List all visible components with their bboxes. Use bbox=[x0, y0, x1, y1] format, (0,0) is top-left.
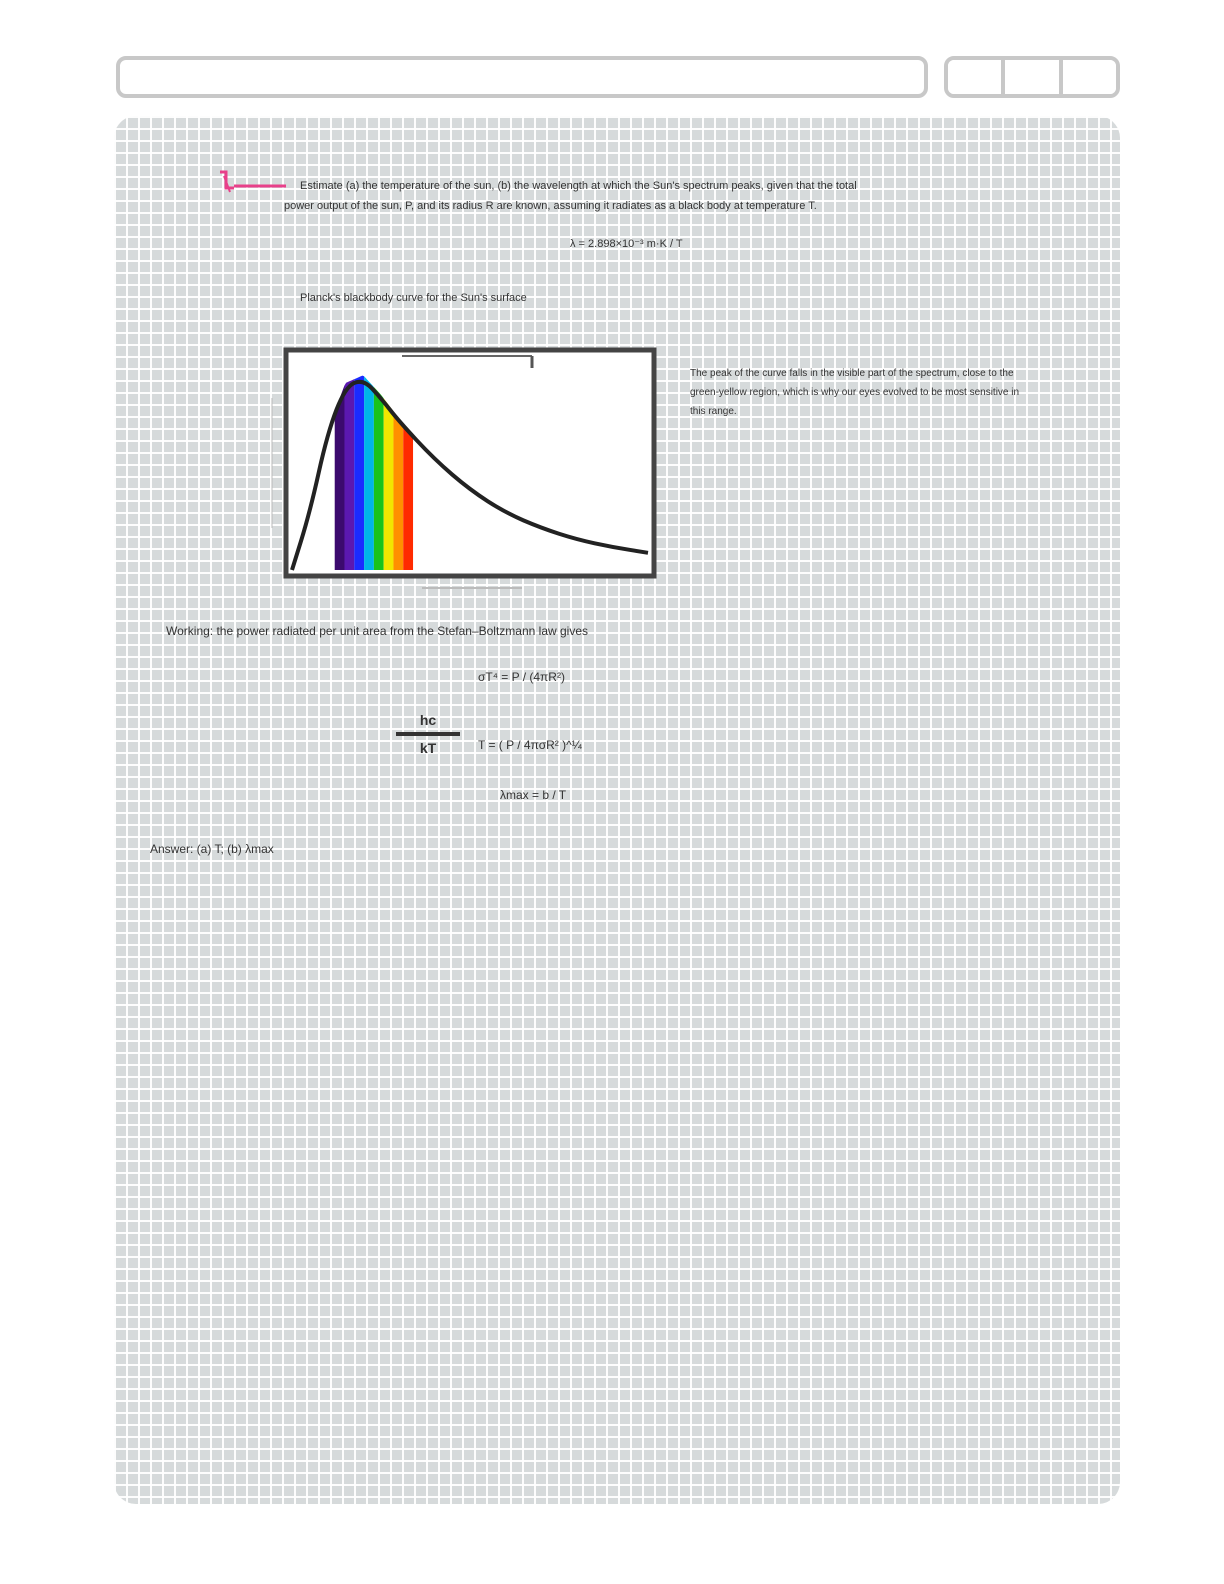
spectrum-band-5 bbox=[374, 387, 384, 570]
side-fraction-bottom: kT bbox=[419, 740, 437, 756]
spectrum-band-8 bbox=[403, 423, 413, 570]
chart-heading: Planck's blackbody curve for the Sun's surface bbox=[300, 292, 527, 304]
blackbody-chart bbox=[262, 338, 672, 598]
spectrum-band-6 bbox=[384, 398, 394, 570]
question-line-2: power output of the sun, P, and its radius R are known, assuming it radiates as a black body at temperature T. bbox=[284, 200, 817, 212]
spectrum-band-4 bbox=[364, 376, 374, 570]
question-line-1: Estimate (a) the temperature of the sun, (b) the wavelength at which the Sun's spectrum peaks, given that the total bbox=[300, 180, 857, 192]
spectrum-band-7 bbox=[393, 411, 403, 570]
spectrum-band-2 bbox=[345, 379, 355, 570]
maximize-button[interactable] bbox=[1005, 60, 1062, 94]
close-button[interactable] bbox=[1063, 60, 1116, 94]
answer-note: Answer: (a) T; (b) λmax bbox=[150, 842, 274, 856]
minimize-button[interactable] bbox=[948, 60, 1005, 94]
equation-3: λmax = b / T bbox=[500, 788, 567, 802]
fraction-bar bbox=[396, 732, 460, 736]
working-intro: Working: the power radiated per unit area from the Stefan–Boltzmann law gives bbox=[166, 624, 589, 638]
side-fraction bbox=[396, 712, 460, 756]
equation-2: T = ( P / 4πσR² )^¼ bbox=[478, 738, 582, 752]
window-controls bbox=[944, 56, 1120, 98]
side-fraction-top: hc bbox=[419, 712, 437, 728]
address-bar[interactable] bbox=[116, 56, 928, 98]
equation-1: σT⁴ = P / (4πR²) bbox=[478, 670, 565, 684]
chart-explanation: The peak of the curve falls in the visible part of the spectrum, close to the green-yellow region, which is why our eyes evolved to be most sensitive in this range. bbox=[690, 368, 1020, 417]
question-text bbox=[284, 176, 1100, 216]
spectrum-band-3 bbox=[354, 376, 364, 570]
graph-paper-canvas bbox=[114, 116, 1120, 1504]
question-marker-icon bbox=[216, 168, 288, 198]
wien-formula: λ = 2.898×10⁻³ m·K / T bbox=[570, 238, 683, 250]
